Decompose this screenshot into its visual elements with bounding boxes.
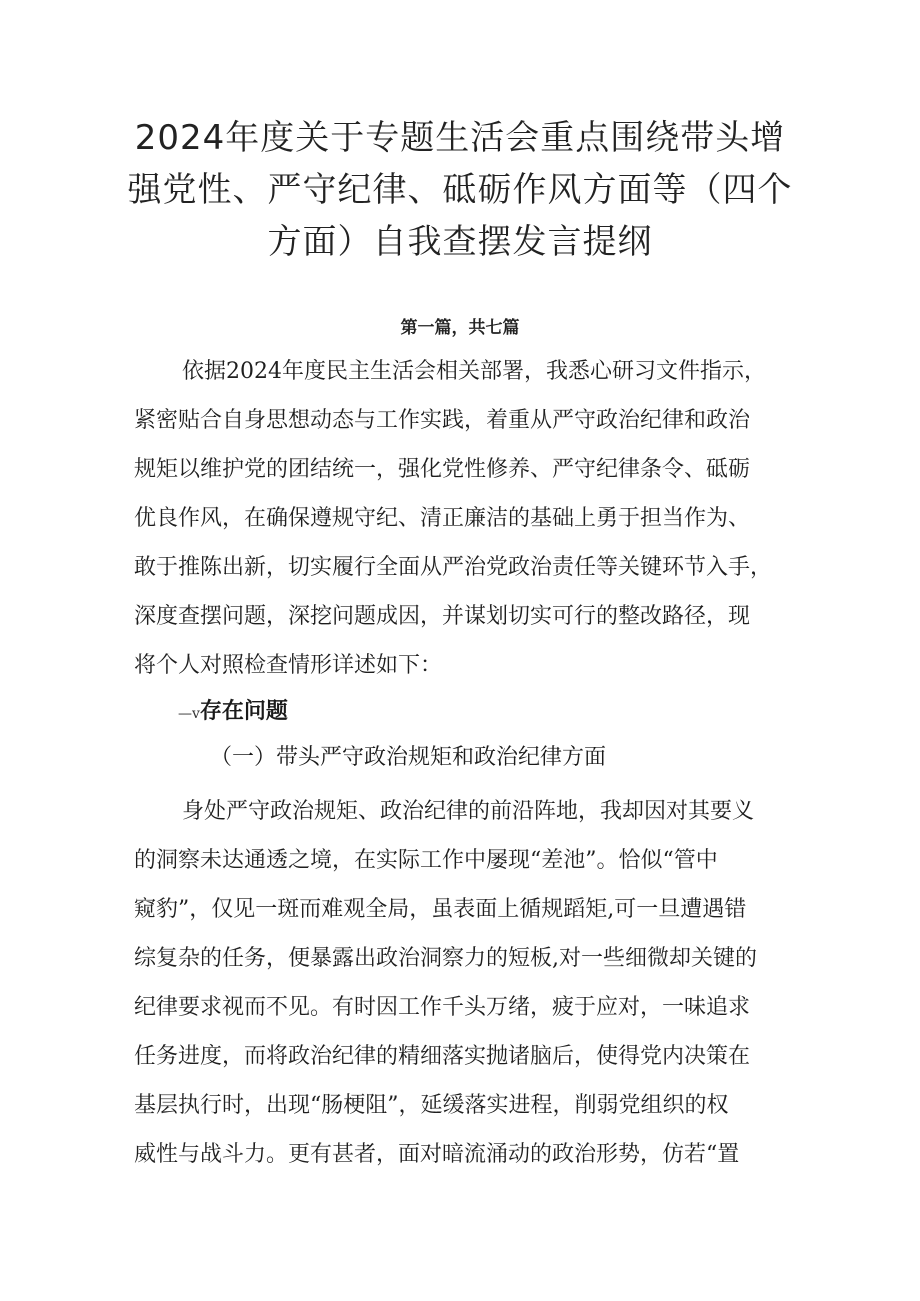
title-line-3: 方面）自我查摆发言提纲 [267,222,653,262]
body-line: 任务进度，而将政治纪律的精细落实抛诸脑后，使得党内决策在 [134,1044,751,1069]
body-line: 的洞察未达通透之境，在实际工作中屡现“差池”。恰似“管中 [134,848,718,873]
body-line: 综复杂的任务，便暴露出政治洞察力的短板,对一些细微却关键的 [134,946,757,971]
body-line: 窥豹”，仅见一斑而难观全局，虽表面上循规蹈矩,可一旦遭遇错 [134,897,747,922]
section-heading-text: 存在问题 [199,699,288,724]
section-mark: —v [178,706,200,722]
part-indicator: 第一篇，共七篇 [400,318,520,338]
intro-line: 将个人对照检查情形详述如下： [134,653,443,678]
title-line-2: 强党性、严守纪律、砥砺作风方面等（四个 [127,170,793,210]
intro-line: 深度查摆问题，深挖问题成因，并谋划切实可行的整改路径，现 [134,604,751,629]
body-line: 基层执行时，出现“肠梗阻”，延缓落实进程，削弱党组织的权 [134,1093,729,1118]
intro-line: 敢于推陈出新，切实履行全面从严治党政治责任等关键环节入手， [134,555,773,580]
body-line: 威性与战斗力。更有甚者，面对暗流涌动的政治形势，仿若“置 [134,1142,740,1167]
intro-line: 优良作风，在确保遵规守纪、清正廉洁的基础上勇于担当作为、 [134,506,751,531]
body-line: 纪律要求视而不见。有时因工作千头万绪，疲于应对，一味追求 [134,995,751,1020]
document-title [120,112,800,268]
title-line-1: 2024年度关于专题生活会重点围绕带头增 [134,118,786,158]
section-heading [178,694,288,725]
subsection-heading: （一）带头严守政治规矩和政治纪律方面 [210,745,607,770]
intro-line: 依据2024年度民主生活会相关部署，我悉心研习文件指示， [182,359,766,384]
body-line: 身处严守政治规矩、政治纪律的前沿阵地，我却因对其要义 [182,799,755,824]
intro-line: 规矩以维护党的团结统一，强化党性修养、严守纪律条令、砥砺 [134,457,751,482]
intro-paragraph [134,347,794,690]
body-paragraph [134,787,794,1179]
intro-line: 紧密贴合自身思想动态与工作实践，着重从严守政治纪律和政治 [134,408,751,433]
